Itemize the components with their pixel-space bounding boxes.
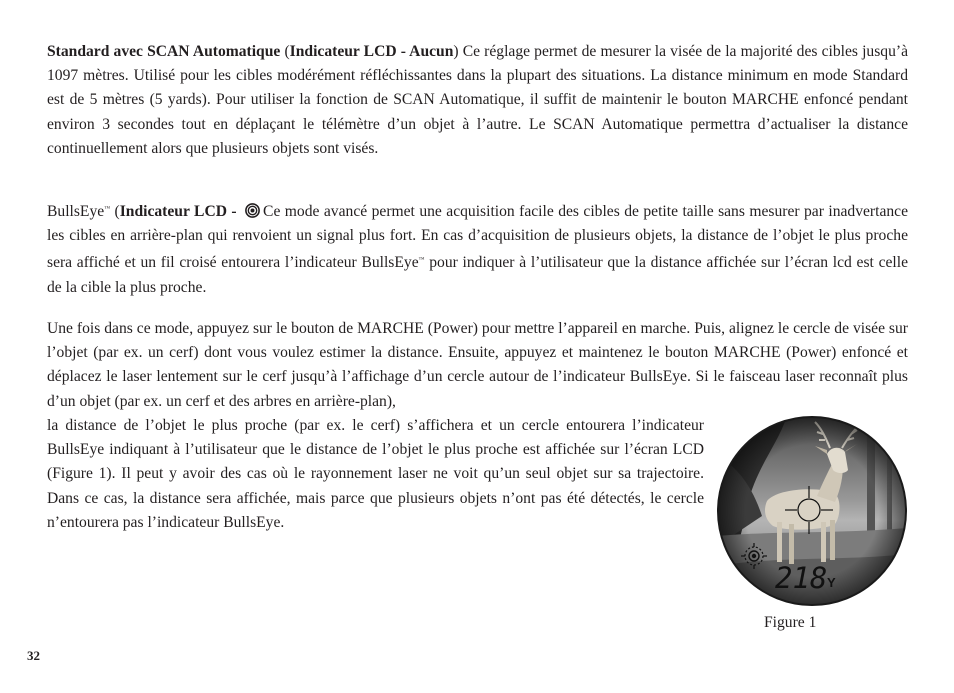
heading-lcd-indicator-none: Indicateur LCD - Aucun xyxy=(289,43,454,60)
lcd-distance-number: 218 xyxy=(775,561,828,595)
heading-separator: ( xyxy=(280,43,290,60)
usage-text-a: Une fois dans ce mode, appuyez sur le bouton de MARCHE (Power) pour mettre l’appareil en marche. Puis, alignez le cercle de visée sur l’objet (par ex. un cerf) dont vous voulez estimer la distance. Ensuite, appuyez et maintenez le bouton MARCHE (Power) enfoncé et déplacez le laser lentement sur le cerf jusqu’à l’affichage d’un cercle autour de l’indicateur BullsEye. Si le faisceau laser reconnaît plus d’un objet (par ex. un cerf et des arbres en arrière-plan), xyxy=(47,320,908,410)
paragraph-usage-bottom xyxy=(47,414,704,535)
heading-close: ) xyxy=(453,43,459,60)
bullseye-lcd-label: Indicateur LCD - xyxy=(119,203,242,220)
heading-standard-scan: Standard avec SCAN Automatique xyxy=(47,43,281,60)
paragraph-usage-top xyxy=(47,317,908,414)
lcd-unit: Y xyxy=(827,575,836,590)
bullseye-body-a: Ce mode avancé permet une acquisition facile des cibles de petite taille sans mesurer par inadvertance les cibles en arrière-plan qui renvoient un signal plus fort. En cas d’acquisition de plusieurs objets, la distance de l’objet le plus proche sera affiché et un fil croisé entourera l’indicateur BullsEye xyxy=(47,203,909,272)
paragraph-standard-scan xyxy=(47,40,908,161)
trademark-mark-2: ™ xyxy=(418,257,425,264)
bullseye-name: BullsEye xyxy=(47,203,105,220)
paragraph-standard-body: Ce réglage permet de mesurer la visée de la majorité des cibles jusqu’à 1097 mètres. Utilisé pour les cibles modérément réfléchissantes dans la plupart des situations. La distance minimum en mode Standard est de 5 mètres (5 yards). Pour utiliser la fonction de SCAN Automatique, il suffit de maintenir le bouton MARCHE enfoncé pendant environ 3 secondes tout en déplaçant le télémètre d’un objet à l’autre. Le SCAN Automatique permettra d’actualiser la distance continuellement alors que plusieurs objets sont visés. xyxy=(47,43,908,157)
bullseye-target-icon xyxy=(244,202,261,217)
page-number: 32 xyxy=(27,648,40,663)
deer-photo xyxy=(717,416,907,606)
figure-caption: Figure 1 xyxy=(764,614,817,631)
trademark-mark: ™ xyxy=(104,206,111,212)
bullseye-open: ( xyxy=(110,203,120,220)
paragraph-bullseye xyxy=(47,197,908,300)
figure-1-viewfinder xyxy=(717,416,907,606)
bullseye-body-b: pour indiquer à l’utilisateur que la distance affichée sur l’écran lcd est celle de la cible la plus proche. xyxy=(47,254,908,296)
usage-text-b: la distance de l’objet le plus proche (par ex. le cerf) s’affichera et un cercle entourera l’indicateur BullsEye indiquant à l’utilisateur que le distance de l’objet le plus proche est affichée sur l’écran LCD (Figure 1). Il peut y avoir des cas où le rayonnement laser ne voit qu’un seul objet sur sa trajectoire. Dans ce cas, la distance sera affichée, mais parce que plusieurs objets n’ont pas été détectés, le cercle n’entourera pas l’indicateur BullsEye. xyxy=(47,417,704,531)
